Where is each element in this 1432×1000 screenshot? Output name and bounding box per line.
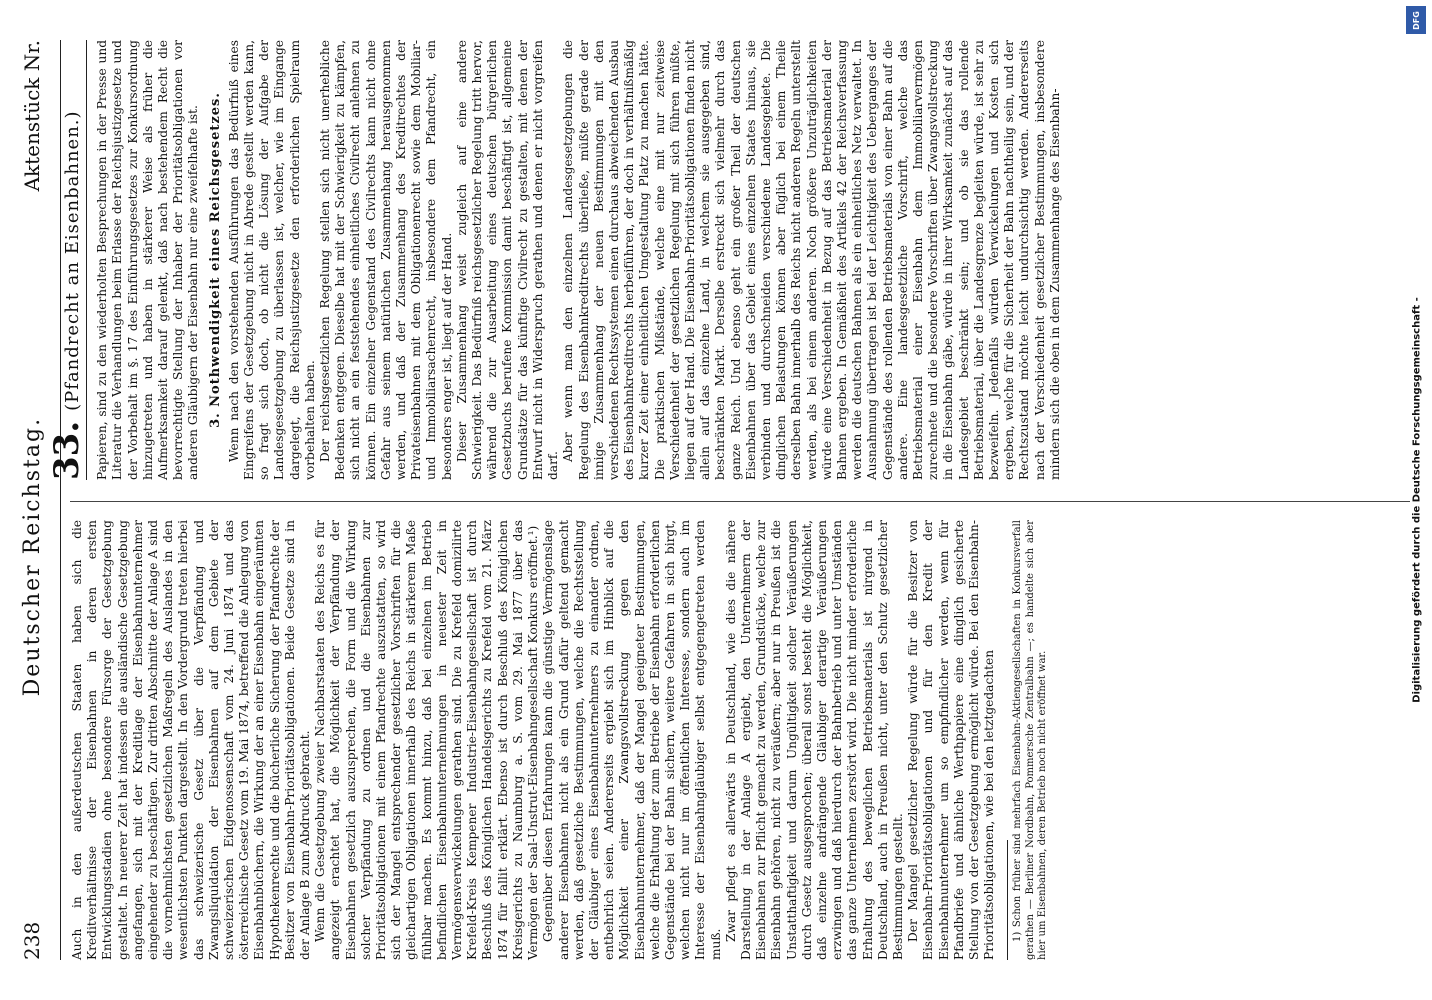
page-number: 238	[20, 921, 44, 960]
paragraph: Auch in den außerdeutschen Staaten haben sich die Kreditverhältnisse der Eisenbahnen in deren ersten Entwicklungsstadien ohne besondere Fürsorge der Gesetzgebung gestaltet. In neuerer Zeit hat indessen die ausländische Gesetzgebung angefangen, sich mit der Kreditlage der Eisenbahnunternehmer eingehender zu beschäftigen. Zur dritten Abschnitte der Anlage A sind die vornehmlichsten gesetzlichen Maßregeln des Auslandes in den wesentlichsten Punkten dargestellt. In den Vordergrund treten hierbei das schweizerische Gesetz über die Verpfändung und Zwangsliquidation der Eisenbahnen auf dem Gebiete der schweizerischen Eidgenossenschaft vom 24. Juni 1874 und das österreichische Gesetz vom 19. Mai 1874, betreffend die Anlegung von Eisenbahnbüchern, die Wirkung der an einer Eisenbahn eingeräumten Hypothekenrechte und die bücherliche Sicherung der Pfandrechte der Besitzer von Eisenbahn-Prioritätsobligationen. Beide Gesetze sind in der Anlage B zum Abdruck gebracht.	[70, 520, 313, 960]
paragraph: Dieser Zusammenhang weist zugleich auf eine andere Schwierigkeit. Das Bedürfniß reichsgesetzlicher Regelung tritt hervor, während die zur Ausarbeitung eines deutschen bürgerlichen Gesetzbuchs berufene Kommission damit beschäftigt ist, allgemeine Grundsätze für das künftige Civilrecht zu gestalten, mit denen der Entwurf nicht in Widerspruch gerathen und denen er nicht vorgreifen darf.	[454, 40, 561, 480]
dfg-logo: DFG	[1406, 6, 1426, 34]
left-column	[70, 520, 1050, 960]
credit-text: Digitalisierung gefördert durch die Deutsche Forschungsgemeinschaft -	[1411, 297, 1423, 703]
digitization-credit	[1406, 0, 1428, 1000]
section-heading	[47, 40, 87, 480]
section-title: (Pfandrecht an Eisenbahnen.)	[62, 110, 83, 411]
paragraph: Papieren, sind zu den wiederholten Besprechungen in der Presse und Literatur die Verhandlungen beim Erlasse der Reichsjustizgesetze und der Vorbehalt im §. 17 des Einführungsgesetzes zur Konkursordnung hinzugetreten und haben in stärkerer Weise als früher die Aufmerksamkeit darauf gelenkt, daß nach bestehendem Recht die bevorrechtigte Stellung der Inhaber der Prioritätsobligationen vor anderen Gläubigern der Eisenbahn nur eine zweifelhafte ist.	[95, 40, 201, 480]
paragraph: Wenn nach den vorstehenden Ausführungen das Bedürfniß eines Eingreifens der Gesetzgebung nicht in Abrede gestellt werden kann, so fragt sich doch, ob nicht die Lösung der Aufgabe der Landesgesetzgebung zu überlassen ist, welcher, wie im Eingange dargelegt, die Reichsjustizgesetze den erforderlichen Spielraum vorbehalten haben.	[226, 40, 317, 480]
paragraph: Aber wenn man den einzelnen Landesgesetzgebungen die Regelung des Eisenbahnkreditrechts überließe, müßte gerade der innige Zusammenhang der neuen Bestimmungen mit den verschiedenen Rechtssystemen einen durchaus abweichenden Ausbau des Eisenbahnkreditrechts herbeiführen, der doch in verhältnißmäßig kurzer Zeit einer einheitlichen Umgestaltung Platz zu machen hätte. Die praktischen Mißstände, welche eine mit nur zeitweise Verschiedenheit der gesetzlichen Regelung mit sich führen müßte, liegen auf der Hand. Die Eisenbahn-Prioritätsobligationen finden nicht allein auf das einzelne Land, in welchem sie ausgegeben sind, beschränkten Markt. Derselbe erstreckt sich vielmehr durch das ganze Reich. Und ebenso geht ein großer Theil der deutschen Eisenbahnen über das Gebiet eines einzelnen Staates hinaus, sie verbinden und durchschneiden verschiedene Landesgebiete. Die dinglichen Belastungen können aber füglich bei einem Theile derselben Bahn innerhalb des Reichs nicht anderen Regeln unterstellt werden, als bei einem anderen. Noch größere Unzuträglichkeiten würde eine Verschiedenheit in Bezug auf das Betriebsmaterial der Bahnen ergeben. In Gemäßheit des Artikels 42 der Reichsverfassung werden die deutschen Bahnen als ein einheitliches Netz verwaltet. In Ausnahmung übertragen ist bei der Leichtigkeit des Ueberganges der Gegenstände des rollenden Betriebsmaterials von einer Bahn auf die andere. Eine landesgesetzliche Vorschrift, welche das Betriebsmaterial einer Eisenbahn dem Immobiliarvermögen zurechnete und die besondere Vorschriften über Zwangsvollstreckung in die Eisenbahn gäbe, würde in ihrer Wirksamkeit zunächst auf das Landesgebiet beschränkt sein; und ob sie das rollende Betriebsmaterial, über die Landesgrenze begleiten würde, ist sehr zu bezweifeln. Jedenfalls würden Verwickelungen und Kosten sich ergeben, welche für die Sicherheit der Bahn nachtheilig sein, und der Rechtszustand möchte leicht undurchsichtig werden. Andererseits nach der Verschiedenheit gesetzlicher Bestimmungen, insbesondere mindern sich die oben in dem Zusammenhange des Eisenbahn-	[561, 40, 1062, 480]
paragraph: Zwar pflegt es allerwärts in Deutschland, wie dies die nähere Darstellung in der Anlage A ergiebt, den Unternehmern der Eisenbahnen zur Pflicht gemacht zu werden, Grundstücke, welche zur Eisenbahn gehören, nicht zu veräußern; aber nur in Preußen ist die Unstatthaftigkeit und darum Ungültigkeit solcher Veräußerungen durch Gesetz ausgesprochen; überall sonst besteht die Möglichkeit, daß einzelne andrängende Gläubiger derartige Veräußerungen erzwingen und daß hierdurch der Bahnbetrieb und unter Umständen das ganze Unternehmen zerstört wird. Die nicht minder erforderliche Erhaltung des beweglichen Betriebsmaterials ist nirgend in Deutschland, auch in Preußen nicht, unter den Schutz gesetzlicher Bestimmungen gestellt.	[723, 520, 905, 960]
column-divider	[70, 501, 1410, 502]
paragraph: Der reichsgesetzlichen Regelung stellen sich nicht unerhebliche Bedenken entgegen. Dieselbe hat mit der Schwierigkeit zu kämpfen, sich nicht an ein feststehendes einheitliches Civilrecht anlehnen zu können. Ein einzelner Gegenstand des Civilrechts kann nicht ohne Gefahr aus seinem natürlichen Zusammenhang herausgenommen werden, und daß der Zusammenhang des Kreditrechtes der Privateisenbahnen mit dem Obligationenrecht sowie dem Mobiliar- und Immobiliarsachenrecht, insbesondere dem Pfandrecht, ein besonders enger ist, liegt auf der Hand.	[318, 40, 454, 480]
document-reference: Aktenstück Nr.	[20, 40, 44, 192]
paragraph: Der Mangel gesetzlicher Regelung würde für die Besitzer von Eisenbahn-Prioritätsobligationen und für den Kredit der Eisenbahnunternehmer um so empfindlicher werden, wenn für Pfandbriefe und ähnliche Werthpapiere eine dinglich gesicherte Stellung von der Gesetzgebung ermöglicht würde. Bei den Eisenbahn-Prioritätsobligationen, wie bei den letztgedachten	[906, 520, 997, 960]
footnote-divider	[1007, 840, 1008, 960]
paragraph: Wenn die Gesetzgebung zweier Nachbarstaaten des Reichs es für angezeigt erachtet hat, die Möglichkeit der Verpfändung der Eisenbahnen gesetzlich auszusprechen, die Form und die Wirkung solcher Verpfändung zu ordnen und die Eisenbahnen zur Prioritätsobligationen mit einem Pfandrechte auszustatten, so wird sich der Mangel entsprechender gesetzlicher Vorschriften für die gleichartigen Obligationen innerhalb des Reichs in stärkerem Maße fühlbar machen. Es kommt hinzu, daß bei einzelnen im Betrieb befindlichen Eisenbahnunternehmungen in neuester Zeit in Vermögensverwickelungen gerathen sind. Die zu Krefeld domizilirte Krefeld-Kreis Kempener Industrie-Eisenbahngesellschaft ist durch Beschluß des Königlichen Handelsgerichts zu Krefeld vom 21. März 1874 für fallit erklärt. Ebenso ist durch Beschluß des Königlichen Kreisgerichts zu Naumburg a. S. vom 29. Mai 1877 über das Vermögen der Saal-Unstrut-Eisenbahngesellschaft Konkurs eröffnet.¹)	[313, 520, 541, 960]
section-number: 33.	[47, 420, 87, 480]
subsection-heading: 3. Nothwendigkeit eines Reichsgesetzes.	[207, 92, 223, 428]
publication-title: Deutscher Reichstag.	[20, 416, 45, 697]
right-column	[47, 40, 1063, 480]
footnote: 1) Schon früher sind mehrfach Eisenbahn-Aktiengesellschaften in Konkursverfall gerathen — Berliner Nordbahn, Pommersche Zentralbahn —; es handelte sich aber hier um Eisenbahnen, deren Betrieb noch nicht eröffnet war.	[1012, 520, 1049, 960]
running-head	[20, 40, 61, 960]
paragraph: Gegenüber diesen Erfahrungen kann die günstige Vermögenslage anderer Eisenbahnen nicht als ein Grund dafür geltend gemacht werden, daß gesetzliche Bestimmungen, welche die Rechtsstellung der Gläubiger eines Eisenbahnunternehmers zu einander ordnen, entbehrlich seien. Andererseits ergiebt sich im Hinblick auf die Möglichkeit einer Zwangsvollstreckung gegen den Eisenbahnunternehmer, daß der Mangel geeigneter Bestimmungen, welche die Erhaltung der zum Betriebe der Eisenbahn erforderlichen Gegenstände bei der Bahn sichern, weitere Gefahren in sich birgt, welchen nicht nur im öffentlichen Interesse, sondern auch im Interesse der Eisenbahngläubiger selbst entgegengetreten werden muß.	[541, 520, 723, 960]
